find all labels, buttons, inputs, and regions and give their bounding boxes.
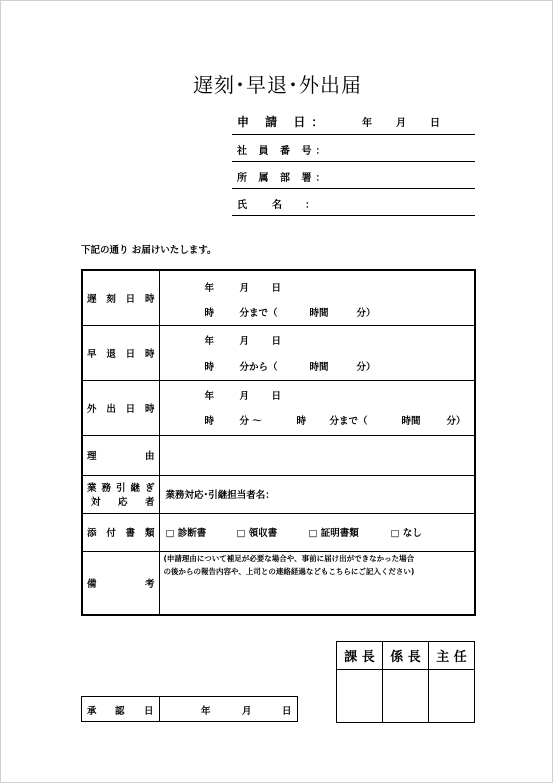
attach-opt-diagnosis[interactable]: □ 診断書	[165, 528, 207, 539]
out-datetime-cell[interactable]: 年 月 日 時 分 ～ 時 分まで（ 時間 分）	[159, 380, 475, 435]
form-title: 遅刻･早退･外出届	[193, 73, 362, 97]
apply-date-label: 申 請 日：	[237, 115, 330, 129]
approval-date-box	[81, 696, 298, 722]
approval-table	[336, 641, 475, 723]
handover-cell[interactable]	[159, 475, 475, 513]
stamp-box-sub-chief[interactable]	[383, 670, 429, 723]
department-label: 所 属 部 署：	[237, 173, 330, 184]
attach-opt-none[interactable]: □ なし	[390, 528, 422, 539]
approval-month[interactable]: 月	[242, 706, 252, 717]
approval-year[interactable]: 年	[201, 706, 211, 717]
reason-row	[82, 435, 475, 475]
handover-row	[82, 475, 475, 513]
remarks-note-1: (申請理由について補足が必要な場合や、事前に届け出ができなかった場合	[163, 553, 415, 563]
attach-cell	[159, 513, 475, 551]
late-label: 遅 刻 日 時	[82, 270, 159, 325]
attach-row	[82, 513, 475, 551]
request-table	[81, 269, 476, 616]
out-label: 外 出 日 時	[82, 380, 159, 435]
approval-header-supervisor: 主 任	[429, 642, 475, 670]
stamp-box-supervisor[interactable]	[429, 670, 475, 723]
approval-date-label: 承 認 日	[82, 697, 160, 721]
remarks-row	[82, 551, 475, 615]
intro-text: 下記の通り お届けいたします。	[81, 245, 217, 256]
remarks-label: 備 考	[82, 551, 159, 615]
employee-no-label: 社 員 番 号：	[237, 146, 330, 157]
name-label-a: 氏	[237, 200, 247, 211]
approval-header-sub-chief: 係 長	[383, 642, 429, 670]
approval-day[interactable]: 日	[282, 706, 292, 717]
remarks-cell[interactable]	[159, 551, 475, 615]
attach-opt-certificate[interactable]: □ 証明書類	[308, 528, 359, 539]
department-row[interactable]	[232, 162, 475, 189]
late-row	[82, 270, 475, 325]
remarks-note-2: の後からの報告内容や、上司との連絡経過などもこちらにご記入ください)	[163, 566, 415, 576]
handover-text: 業務対応･引継担当者名：	[165, 490, 275, 501]
employee-no-row[interactable]	[232, 135, 475, 162]
apply-date-row	[232, 109, 475, 135]
reason-cell[interactable]	[159, 435, 475, 475]
apply-year-label: 年	[362, 118, 372, 129]
name-label-c: ：	[305, 200, 315, 211]
early-row	[82, 325, 475, 380]
name-row[interactable]	[232, 189, 475, 216]
attach-opt-receipt[interactable]: □ 領収書	[236, 528, 278, 539]
early-label: 早 退 日 時	[82, 325, 159, 380]
reason-label: 理 由	[82, 435, 159, 475]
handover-label: 業 務 引 継 ぎ 対 応 者	[82, 475, 159, 513]
apply-month-label: 月	[396, 118, 406, 129]
out-row	[82, 380, 475, 435]
early-datetime-cell[interactable]: 年 月 日 時 分から（ 時間 分）	[159, 325, 475, 380]
name-label-b: 名	[272, 200, 282, 211]
approval-header-section-chief: 課 長	[337, 642, 383, 670]
stamp-box-section-chief[interactable]	[337, 670, 383, 723]
late-datetime-cell[interactable]: 年 月 日 時 分まで（ 時間 分）	[159, 270, 475, 325]
apply-day-label: 日	[430, 118, 440, 129]
attach-label: 添 付 書 類	[82, 513, 159, 551]
